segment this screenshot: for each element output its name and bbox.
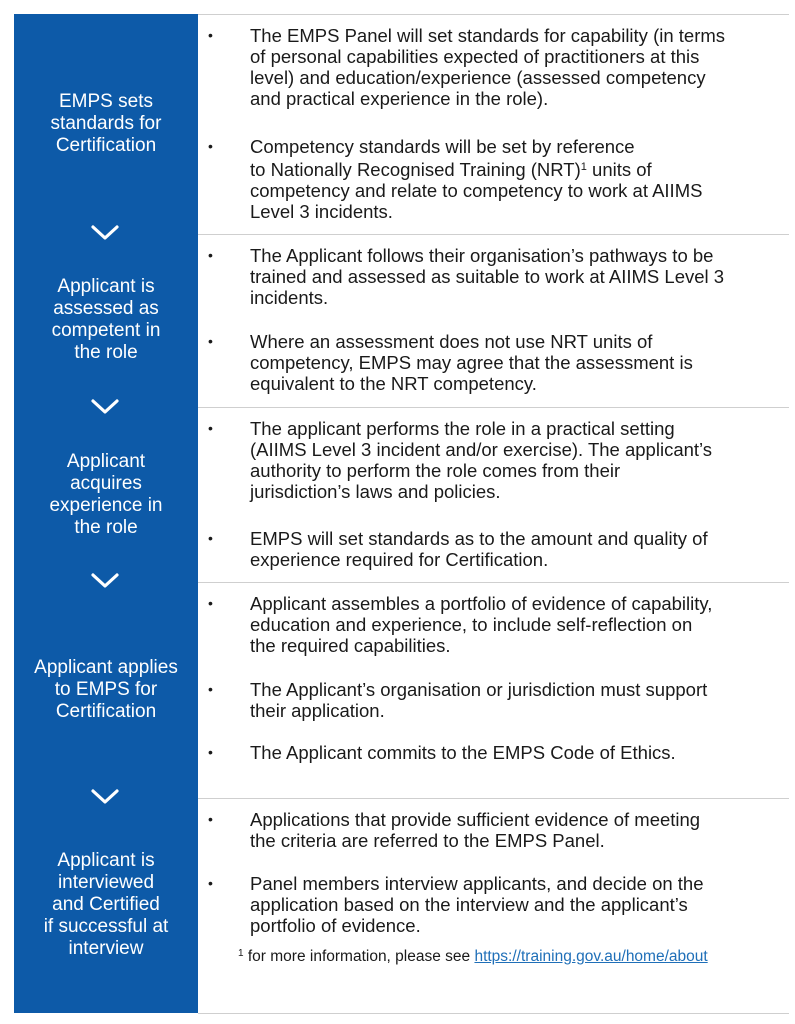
footnote-ref-marker: 1 <box>580 161 587 173</box>
chevron-down-icon <box>90 224 120 242</box>
bullet-dot: • <box>208 138 213 154</box>
stage-sidebar <box>14 14 198 1013</box>
bullet-text: EMPS will set standards as to the amount and quality of experience required for Certification. <box>250 528 708 570</box>
certification-process-flow <box>14 14 789 1013</box>
section-standards <box>198 14 789 235</box>
section-assessed <box>198 234 789 408</box>
chevron-down-icon <box>90 788 120 806</box>
section-experience <box>198 407 789 583</box>
stage-label-experience: Applicant acquires experience in the role <box>49 451 163 538</box>
chevron-down-icon <box>90 572 120 590</box>
footnote <box>238 944 708 967</box>
bullet-text: The applicant performs the role in a practical setting (AIIMS Level 3 incident and/or exercise). The applicant’s authority to perform the role comes from their jurisdiction’s laws and policies. <box>250 418 713 502</box>
bullet-dot: • <box>208 595 213 611</box>
footnote-link[interactable]: https://training.gov.au/home/about <box>474 948 708 965</box>
bullet-text: Applicant assembles a portfolio of evidence of capability, education and experience, to include self-reflection on the required capabilities. <box>250 593 713 656</box>
bullet-text: The Applicant commits to the EMPS Code of Ethics. <box>250 742 676 763</box>
bullet-dot: • <box>208 420 213 436</box>
bullet-text: The EMPS Panel will set standards for capability (in terms of personal capabilities expected of practitioners at this level) and education/experience (assessed competency and practical experience in the role). <box>250 25 726 109</box>
bullet-text-nrt: Competency standards will be set by reference to Nationally Recognised Training (NRT)$^1$ units of competency and relate to competency to work at AIIMS Level 3 incidents. <box>250 136 703 222</box>
bullet-dot: • <box>208 530 213 546</box>
bullet-text: Where an assessment does not use NRT units of competency, EMPS may agree that the assessment is equivalent to the NRT competency. <box>250 331 693 394</box>
bullet-dot: • <box>208 27 213 43</box>
section-applies <box>198 582 789 799</box>
section-interviewed <box>198 798 789 1014</box>
chevron-down-icon <box>90 398 120 416</box>
stage-label-interviewed: Applicant is interviewed and Certified if successful at interview <box>43 850 169 959</box>
bullet-dot: • <box>208 247 213 263</box>
stage-label-applies: Applicant applies to EMPS for Certification <box>34 657 178 722</box>
stage-label-standards: EMPS sets standards for Certification <box>50 91 162 156</box>
bullet-text: Applications that provide sufficient evidence of meeting the criteria are referred to the EMPS Panel. <box>250 809 701 851</box>
bullet-dot: • <box>208 333 213 349</box>
bullet-dot: • <box>208 875 213 891</box>
bullet-text: Panel members interview applicants, and decide on the application based on the interview and the applicant’s portfolio of evidence. <box>250 873 704 936</box>
bullet-dot: • <box>208 681 213 697</box>
bullet-dot: • <box>208 744 213 760</box>
footnote-marker: 1 <box>238 948 244 959</box>
stage-label-assessed: Applicant is assessed as competent in the role <box>51 276 161 363</box>
footnote-text: for more information, please see <box>243 948 475 965</box>
bullet-text: The Applicant follows their organisation’s pathways to be trained and assessed as suitable to work at AIIMS Level 3 incidents. <box>250 245 725 308</box>
bullet-dot: • <box>208 811 213 827</box>
bullet-text: The Applicant’s organisation or jurisdiction must support their application. <box>250 679 708 721</box>
